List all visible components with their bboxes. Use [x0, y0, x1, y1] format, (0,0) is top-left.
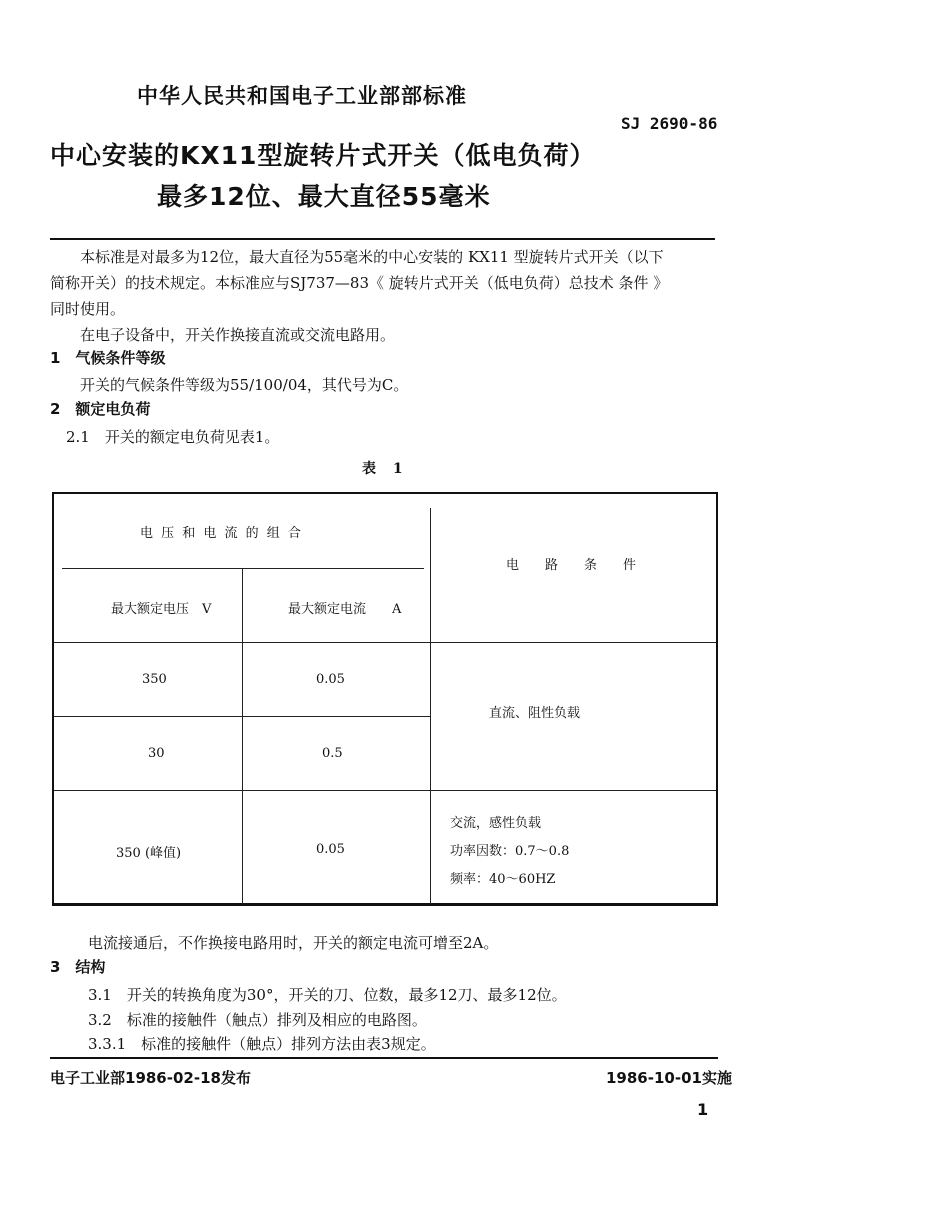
row1-current: 0.05: [316, 672, 345, 687]
climate-text: 开关的气候条件等级为55/100/04，其代号为C。: [80, 376, 409, 394]
intro-paragraph-line3: 同时使用。: [50, 300, 126, 318]
max-voltage-header: 最大额定电压 V: [111, 602, 212, 617]
clause-3-1: 3.1 开关的转换角度为30°，开关的刀、位数，最多12刀、最多12位。: [88, 986, 567, 1004]
section-heading-2: 2 额定电负荷: [50, 400, 151, 418]
table-divider: [62, 568, 424, 569]
document-title-line2: 最多12位、最大直径55毫米: [157, 182, 491, 211]
ac-condition-type: 交流，感性负载: [450, 816, 542, 831]
row1-voltage: 350: [142, 672, 167, 687]
section-heading-3: 3 结构: [50, 958, 106, 976]
load-text: 2.1 开关的额定电负荷见表1。: [66, 428, 280, 446]
table-divider: [242, 568, 243, 904]
table-divider: [430, 508, 431, 904]
intro-paragraph-line1: 本标准是对最多为12位，最大直径为55毫米的中心安装的 KX11 型旋转片式开关（以下: [80, 248, 664, 266]
footer-rule: [50, 1057, 718, 1059]
ministry-standard-title: 中华人民共和国电子工业部部标准: [137, 84, 467, 108]
issued-date: 电子工业部1986-02-18发布: [50, 1069, 251, 1087]
ac-power-factor: 功率因数：0.7～0.8: [450, 844, 570, 859]
usage-paragraph: 在电子设备中，开关作换接直流或交流电路用。: [80, 326, 396, 344]
page-number: 1: [697, 1100, 709, 1119]
standard-number: SJ 2690-86: [621, 114, 718, 133]
effective-date: 1986-10-01实施: [606, 1069, 732, 1087]
table-divider: [54, 642, 716, 643]
voltage-current-group-header: 电 压 和 电 流 的 组 合: [140, 526, 303, 541]
clause-3-2: 3.2 标准的接触件（触点）排列及相应的电路图。: [88, 1011, 427, 1029]
dc-condition: 直流、阻性负载: [489, 706, 581, 721]
header-rule: [50, 238, 715, 240]
table-divider: [54, 790, 716, 791]
table-divider: [54, 716, 430, 717]
row3-voltage: 350 (峰值): [116, 846, 182, 861]
max-current-header: 最大额定电流 A: [288, 602, 402, 617]
table-caption: 表 1: [362, 461, 409, 477]
circuit-condition-header: 电 路 条 件: [506, 558, 637, 573]
document-title-line1: 中心安装的KX11型旋转片式开关（低电负荷）: [50, 141, 596, 170]
current-increase-note: 电流接通后，不作换接电路用时，开关的额定电流可增至2A。: [88, 934, 499, 952]
row2-current: 0.5: [322, 746, 343, 761]
clause-3-3-1: 3.3.1 标准的接触件（触点）排列方法由表3规定。: [88, 1035, 436, 1053]
rated-load-table: [52, 492, 718, 906]
intro-paragraph-line2: 简称开关）的技术规定。本标准应与SJ737—83《 旋转片式开关（低电负荷）总技术 条件 》: [50, 274, 669, 292]
ac-frequency: 频率：40～60HZ: [450, 872, 556, 887]
row2-voltage: 30: [148, 746, 165, 761]
section-heading-1: 1 气候条件等级: [50, 349, 166, 367]
row3-current: 0.05: [316, 842, 345, 857]
